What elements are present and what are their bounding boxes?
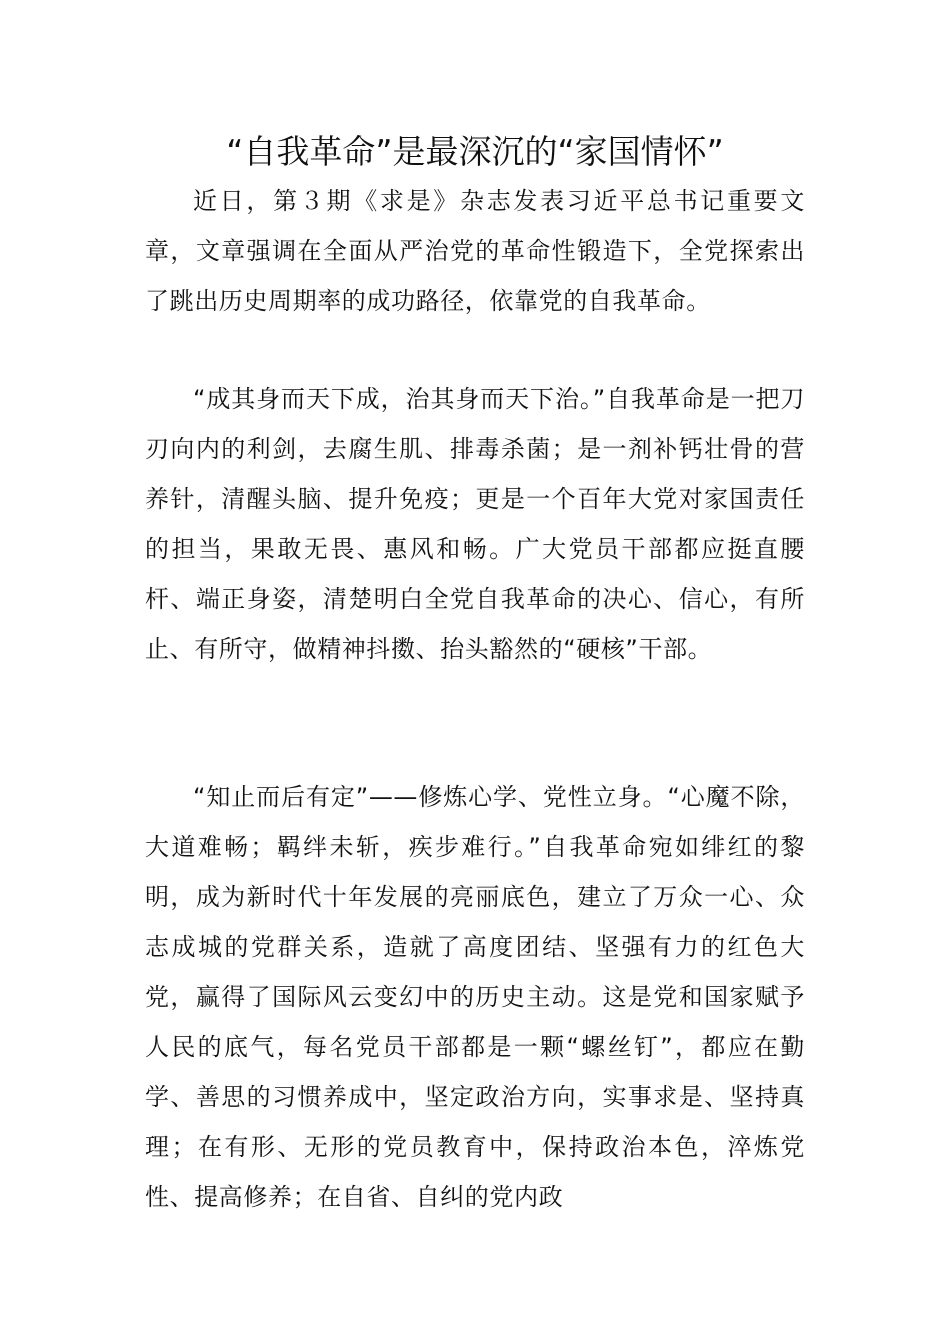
article-title: “自我革命”是最深沉的“家国情怀” [226, 132, 724, 171]
paragraph-intro: 近日，第３期《求是》杂志发表习近平总书记重要文章，文章强调在全面从严治党的革命性锻造下，全党探索出了跳出历史周期率的成功路径，依靠党的自我革命。 [145, 187, 805, 315]
paragraph-know-stop: “知止而后有定”——修炼心学、党性立身。“心魔不除，大道难畅；羁绊未斩，疾步难行。”自我革命宛如绯红的黎明，成为新时代十年发展的亮丽底色，建立了万众一心、众志成城的党群关系，造就了高度团结、坚强有力的红色大党，赢得了国际风云变幻中的历史主动。这是党和国家赋予人民的底气，每名党员干部都是一颗“螺丝钉”，都应在勤学、善思的习惯养成中，坚定政治方向，实事求是、坚持真理；在有形、无形的党员教育中，保持政治本色，淬炼党性、提高修养；在自省、自纠的党内政 [145, 783, 805, 1211]
paragraph-self-revolution: “成其身而天下成，治其身而天下治。”自我革命是一把刀刃向内的利剑，去腐生肌、排毒杀菌；是一剂补钙壮骨的营养针，清醒头脑、提升免疫；更是一个百年大党对家国责任的担当，果敢无畏、惠风和畅。广大党员干部都应挺直腰杆、端正身姿，清楚明白全党自我革命的决心、信心，有所止、有所守，做精神抖擞、抬头豁然的“硬核”干部。 [145, 385, 805, 663]
